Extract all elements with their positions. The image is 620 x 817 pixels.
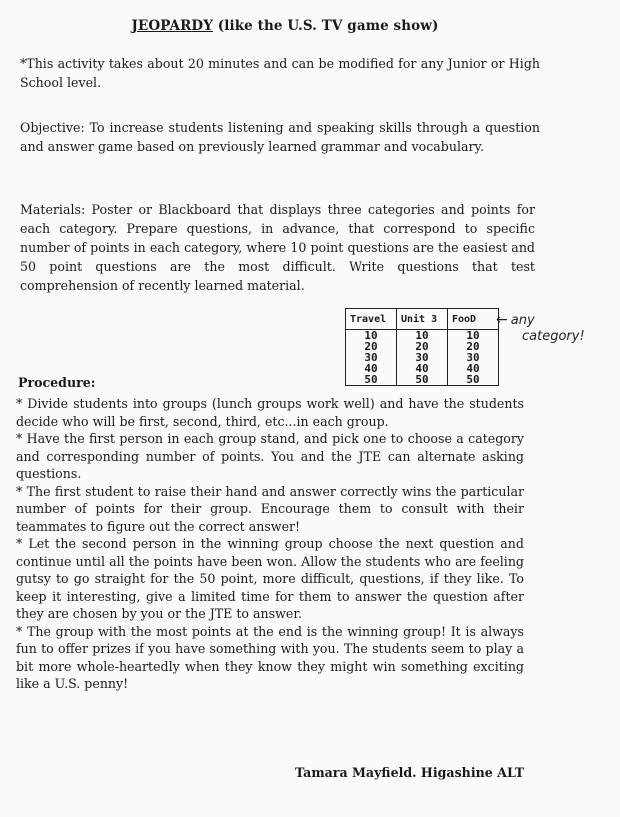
title-sub: (like the U.S. TV game show) — [212, 18, 439, 34]
procedure-step: * Divide students into groups (lunch groups work well) and have the students decide who will be first, second, third, etc...in each group. — [16, 395, 524, 430]
materials-text: Poster or Blackboard that displays three categories and points for each category. Prepare questions, in advance, that correspond to specific number of points in each category, where 10 point questions are the easiest and 50 point questions are the most difficult. Write questions that test comprehension of recently learned material. — [20, 202, 535, 293]
board-points-column: 10 20 30 40 50 — [346, 330, 397, 386]
board-points-column: 10 20 30 40 50 — [397, 330, 448, 386]
author-signature: Tamara Mayfield. Higashine ALT — [295, 765, 525, 780]
procedure-step: * Have the first person in each group stand, and pick one to choose a category and corresponding number of points. You and the JTE can alternate asking questions. — [16, 430, 524, 483]
note-line-2: category! — [522, 329, 585, 344]
board-category-header: FooD — [448, 309, 499, 330]
procedure-heading: Procedure: — [18, 375, 96, 390]
procedure-step: * The group with the most points at the end is the winning group! It is always fun to offer prizes if you have something with you. The students seem to play a bit more whole-heartedly when they know they might win something exciting like a U.S. penny! — [16, 623, 524, 693]
materials-paragraph — [20, 200, 535, 295]
board-category-header: Unit 3 — [397, 309, 448, 330]
procedure-step: * The first student to raise their hand and answer correctly wins the particular number of points for their group. Encourage them to consult with their teammates to figure out the correct answer! — [16, 483, 524, 536]
board-category-header: Travel — [346, 309, 397, 330]
title-main: JEOPARDY — [131, 18, 213, 34]
board-points-column: 10 20 30 40 50 — [448, 330, 499, 386]
objective-text: To increase students listening and speaking skills through a question and answer game based on previously learned grammar and vocabulary. — [20, 120, 540, 154]
intro-paragraph: *This activity takes about 20 minutes and can be modified for any Junior or High School level. — [20, 56, 540, 90]
procedure-list — [16, 395, 524, 693]
note-line-1: any — [510, 313, 535, 328]
document-title — [0, 18, 570, 34]
objective-label: Objective: — [20, 120, 85, 135]
left-arrow-icon: ← — [496, 312, 508, 328]
materials-label: Materials: — [20, 202, 86, 217]
handwritten-note — [496, 312, 585, 345]
procedure-step: * Let the second person in the winning group choose the next question and continue until all the points have been won. Allow the students who are feeling gutsy to go straight for the 50 point, more difficult, questions, if they like. To keep it interesting, give a limited time for them to answer the question after they are chosen by you or the JTE to answer. — [16, 535, 524, 623]
objective-paragraph — [20, 118, 540, 156]
jeopardy-board-sketch — [345, 308, 499, 386]
